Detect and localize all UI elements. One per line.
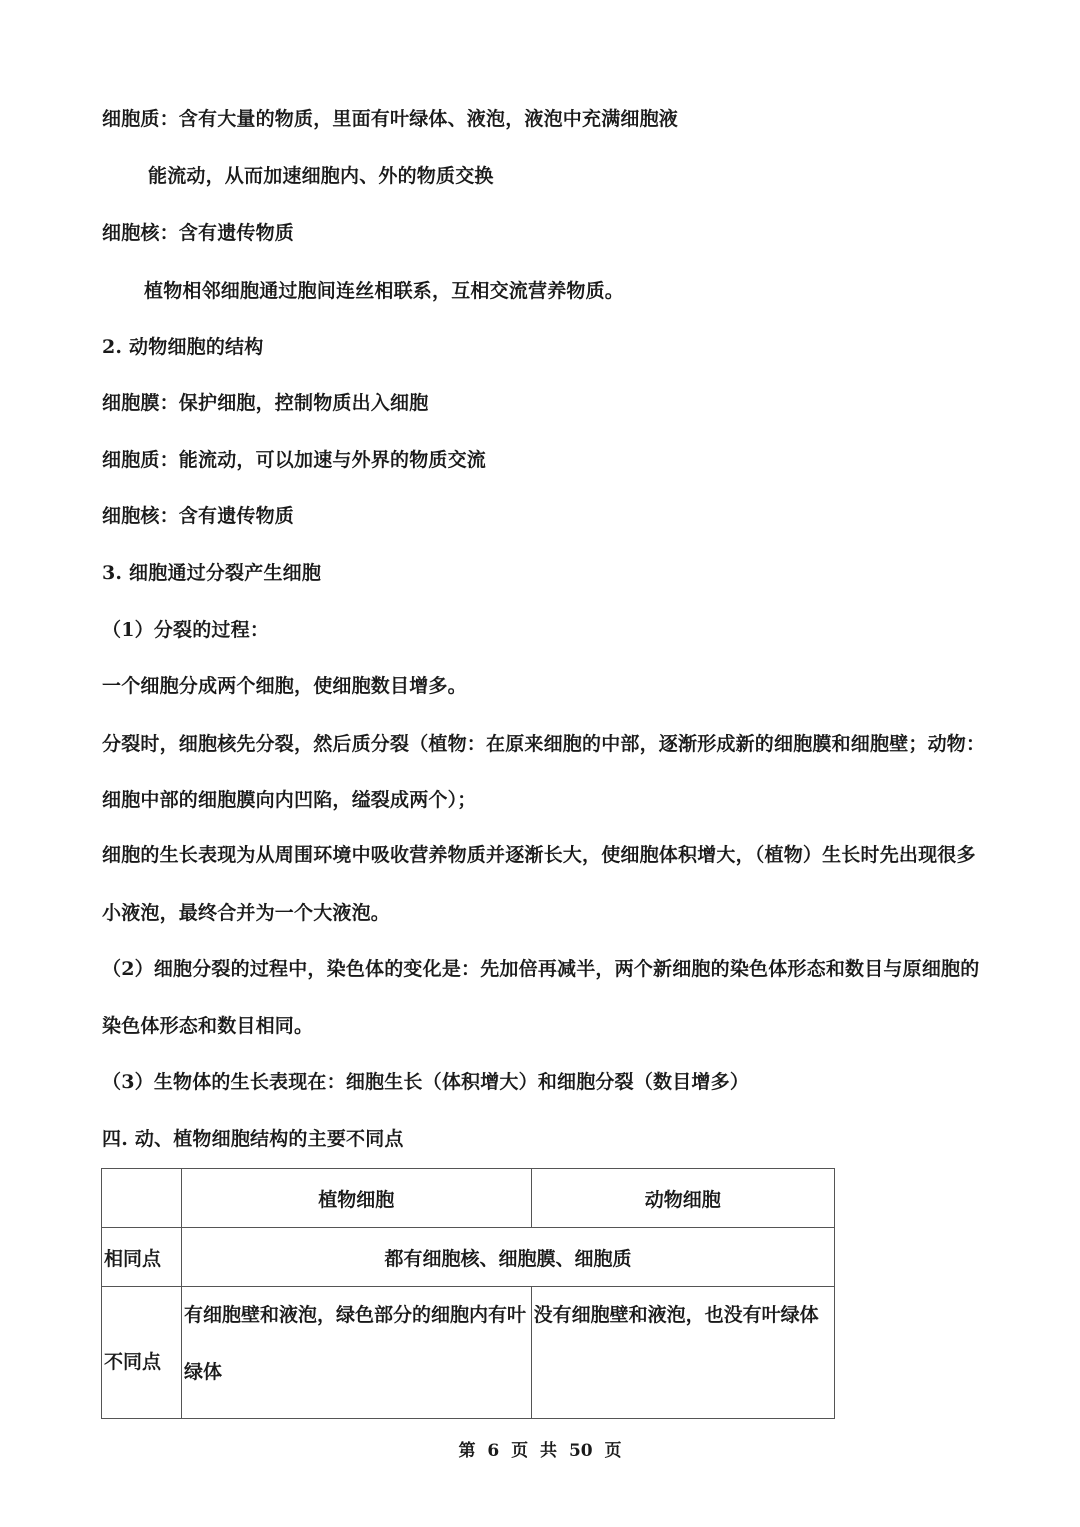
table-diff-label: 不同点: [102, 1287, 182, 1419]
heading-differences: 四. 动、植物细胞结构的主要不同点: [102, 1128, 404, 1150]
paragraph-chromosome-line1: （2）细胞分裂的过程中，染色体的变化是：先加倍再减半，两个新细胞的染色体形态和数目与原细胞的: [102, 958, 980, 980]
subheading-division-process: （1）分裂的过程：: [102, 619, 270, 641]
paragraph-division-detail-line1: 分裂时，细胞核先分裂，然后质分裂（植物：在原来细胞的中部，逐渐形成新的细胞膜和细胞壁；动物：: [102, 733, 986, 755]
paragraph-cytoplasm-plant: 细胞质：含有大量的物质，里面有叶绿体、液泡，液泡中充满细胞液: [102, 108, 679, 130]
heading-animal-cell-structure: 2. 动物细胞的结构: [102, 336, 264, 358]
paragraph-growth-line1: 细胞的生长表现为从周围环境中吸收营养物质并逐渐长大，使细胞体积增大，（植物）生长时先出现很多: [102, 844, 976, 866]
paragraph-growth-line2: 小液泡，最终合并为一个大液泡。: [102, 902, 391, 924]
table-row-diff: [102, 1287, 835, 1419]
paragraph-nucleus-animal: 细胞核：含有遗传物质: [102, 505, 295, 527]
table-diff-plant-cell: [182, 1287, 532, 1419]
paragraph-nucleus-plant: 细胞核：含有遗传物质: [102, 222, 295, 244]
table-diff-animal-text: 没有细胞壁和液泡，也没有叶绿体: [533, 1304, 819, 1326]
table-diff-plant-line2: 绿体: [184, 1361, 223, 1383]
paragraph-plasmodesmata: 植物相邻细胞通过胞间连丝相联系，互相交流营养物质。: [144, 280, 625, 302]
table-same-value: 都有细胞核、细胞膜、细胞质: [182, 1228, 835, 1287]
paragraph-cytoplasm-animal: 细胞质：能流动，可以加速与外界的物质交流: [102, 449, 487, 471]
paragraph-cytoplasm-flow: 能流动，从而加速细胞内、外的物质交换: [148, 165, 494, 187]
table-diff-animal-cell: [531, 1287, 834, 1419]
table-row-same: [102, 1228, 835, 1287]
paragraph-chromosome-line2: 染色体形态和数目相同。: [102, 1015, 314, 1037]
paragraph-division-detail-line2: 细胞中部的细胞膜向内凹陷，缢裂成两个）；: [102, 789, 477, 811]
heading-cell-division: 3. 细胞通过分裂产生细胞: [102, 562, 322, 584]
table-diff-plant-line1: 有细胞壁和液泡，绿色部分的细胞内有叶: [184, 1304, 527, 1326]
table-header-row: [102, 1169, 835, 1228]
page-footer: 第 6 页 共 50 页: [458, 1441, 622, 1461]
table-header-animal-cell: 动物细胞: [531, 1169, 834, 1228]
table-same-label: 相同点: [102, 1228, 182, 1287]
table-header-empty-cell: [102, 1169, 182, 1228]
table-header-plant-cell: 植物细胞: [182, 1169, 532, 1228]
paragraph-membrane-animal: 细胞膜：保护细胞，控制物质出入细胞: [102, 392, 429, 414]
paragraph-organism-growth: （3）生物体的生长表现在：细胞生长（体积增大）和细胞分裂（数目增多）: [102, 1071, 750, 1093]
paragraph-division-result: 一个细胞分成两个细胞，使细胞数目增多。: [102, 675, 467, 697]
comparison-table: [101, 1168, 835, 1419]
